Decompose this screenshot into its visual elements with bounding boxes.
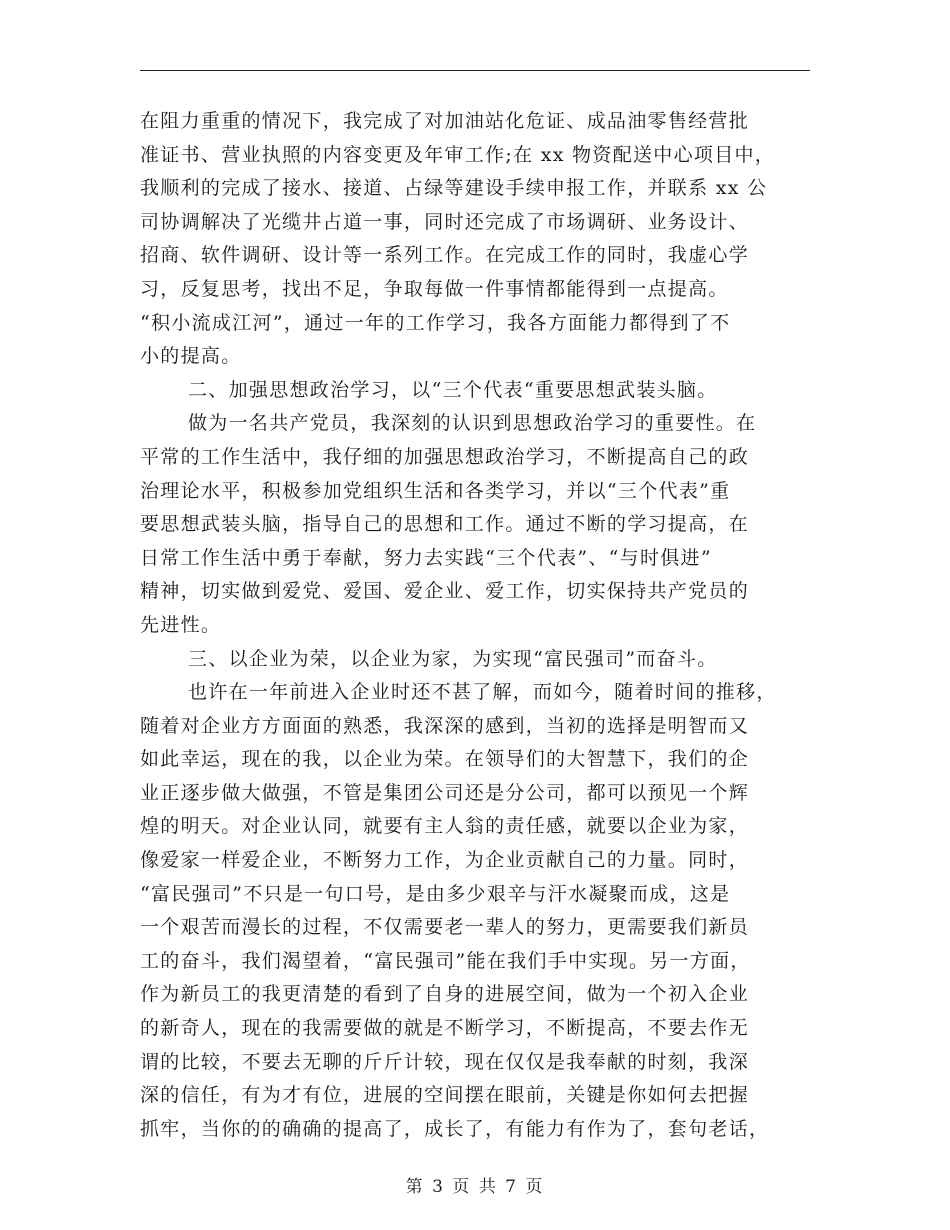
text-line: “积小流成江河”，通过一年的工作学习，我各方面能力都得到了不 (140, 311, 731, 334)
text-line: 的新奇人，现在的我需要做的就是不断学习，不断提高，不要去作无 (140, 1017, 750, 1040)
text-line: 业正逐步做大做强，不管是集团公司还是分公司，都可以预见一个辉 (140, 781, 750, 804)
text-line: 一个艰苦而漫长的过程，不仅需要老一辈人的努力，更需要我们新员 (140, 916, 750, 939)
text-line: 司协调解决了光缆井占道一事，同时还完成了市场调研、业务设计、 (140, 210, 750, 233)
text-line: 作为新员工的我更清楚的看到了自身的进展空间，做为一个初入企业 (140, 983, 750, 1006)
text-line: 小的提高。 (140, 345, 242, 368)
text-line: 像爱家一样爱企业，不断努力工作，为企业贡献自己的力量。同时， (140, 849, 750, 872)
text-line: 二、加强思想政治学习，以“三个代表“重要思想武装头脑。 (188, 378, 718, 401)
page-number: 第 3 页 共 7 页 (405, 1177, 545, 1197)
text-line: 工的奋斗，我们渴望着，“富民强司”能在我们手中实现。另一方面， (140, 949, 751, 972)
header-rule (140, 70, 810, 71)
text-line: 抓牢，当你的的确确的提高了，成长了，有能力有作为了，套句老话， (140, 1117, 770, 1140)
text-line: 平常的工作生活中，我仔细的加强思想政治学习，不断提高自己的政 (140, 445, 750, 468)
text-line: 在阻力重重的情况下，我完成了对加油站化危证、成品油零售经营批 (140, 110, 750, 132)
text-line: “富民强司”不只是一句口号，是由多少艰辛与汗水凝聚而成，这是 (140, 882, 731, 905)
text-line: 招商、软件调研、设计等一系列工作。在完成工作的同时，我虚心学 (140, 244, 750, 267)
text-line: 如此幸运，现在的我，以企业为荣。在领导们的大智慧下，我们的企 (140, 748, 750, 771)
text-line: 准证书、营业执照的内容变更及年审工作;在 xx 物资配送中心项目中， (140, 143, 776, 166)
text-line: 我顺利的完成了接水、接道、占绿等建设手续申报工作，并联系 xx 公 (140, 177, 768, 200)
text-line: 也许在一年前进入企业时还不甚了解，而如今，随着时间的推移， (188, 681, 777, 704)
text-line: 要思想武装头脑，指导自己的思想和工作。通过不断的学习提高，在 (140, 513, 750, 536)
text-line: 煌的明天。对企业认同，就要有主人翁的责任感，就要以企业为家， (140, 815, 750, 838)
text-line: 随着对企业方方面面的熟悉，我深深的感到，当初的选择是明智而又 (140, 714, 750, 737)
text-line: 治理论水平，积极参加党组织生活和各类学习，并以“三个代表”重 (140, 479, 731, 502)
text-line: 谓的比较，不要去无聊的斤斤计较，现在仅仅是我奉献的时刻，我深 (140, 1050, 750, 1073)
text-line: 深的信任，有为才有位，进展的空间摆在眼前，关键是你如何去把握 (140, 1084, 750, 1107)
document-body (140, 105, 810, 1146)
text-line: 三、以企业为荣，以企业为家，为实现“富民强司”而奋斗。 (188, 647, 718, 670)
text-line: 做为一名共产党员，我深刻的认识到思想政治学习的重要性。在 (188, 412, 757, 435)
text-line: 习，反复思考，找出不足，争取每做一件事情都能得到一点提高。 (140, 277, 729, 300)
text-line: 日常工作生活中勇于奉献，努力去实践“三个代表”、“与时俱进” (140, 546, 712, 569)
text-line: 先进性。 (140, 613, 222, 636)
text-line: 精神，切实做到爱党、爱国、爱企业、爱工作，切实保持共产党员的 (140, 580, 750, 603)
